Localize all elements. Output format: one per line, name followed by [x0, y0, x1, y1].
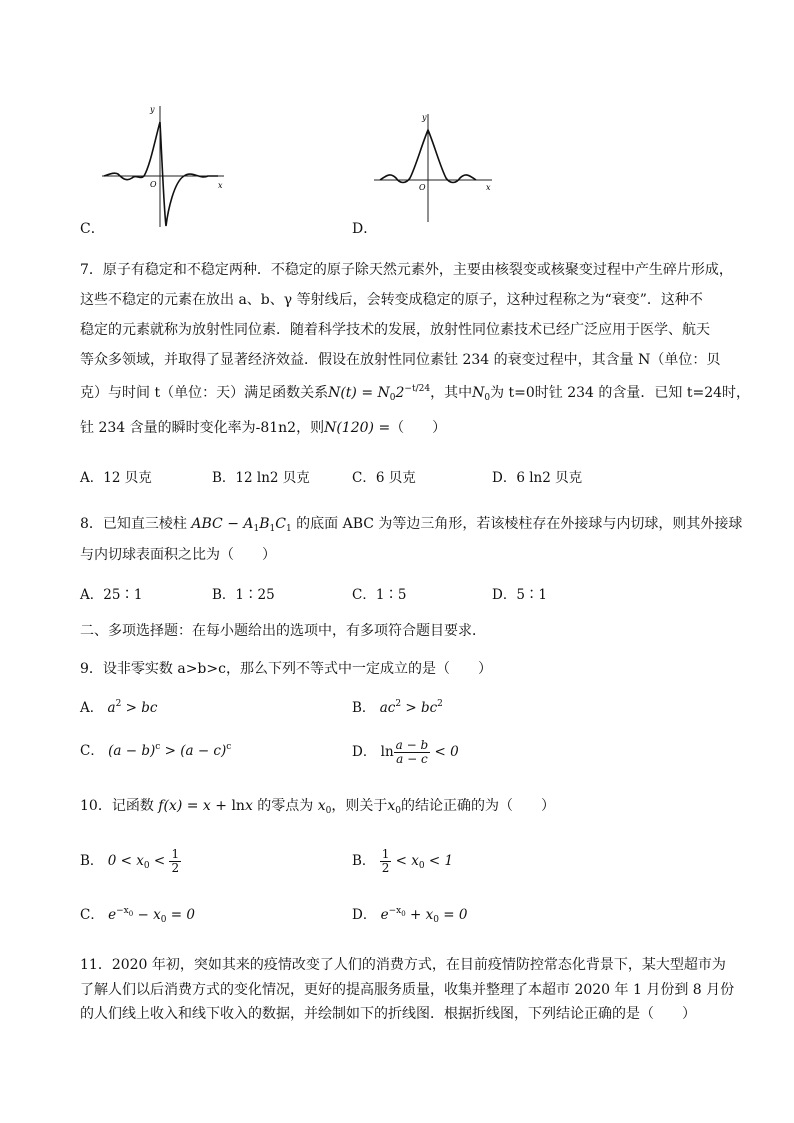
- q10-label-a: B．: [80, 853, 104, 869]
- q7-option-a[interactable]: A．12 贝克: [80, 470, 152, 486]
- q9-label-c: C．: [80, 743, 104, 759]
- q10-stem-c: ，则关于: [331, 798, 388, 814]
- figure-c: [100, 100, 230, 230]
- q10-stem-d: 的结论正确的为（ ）: [401, 798, 556, 814]
- q10-option-a[interactable]: [80, 845, 181, 877]
- q11-line3: 的人们线上收入和线下收入的数据，并绘制如下的折线图．根据折线图，下列结论正确的是（ ）: [80, 1006, 696, 1022]
- option-d-label: D．: [352, 221, 378, 237]
- q10-option-d[interactable]: [352, 905, 467, 930]
- q9-option-d[interactable]: [352, 736, 459, 768]
- graph-d: [370, 110, 500, 230]
- q7-option-c[interactable]: C．6 贝克: [352, 470, 416, 486]
- axis-x-label-d: x: [486, 183, 491, 192]
- axis-y-label-d: y: [422, 113, 427, 122]
- q8-option-a[interactable]: A．25∶1: [80, 587, 143, 603]
- q10-stem: [80, 796, 720, 818]
- q8-line2: 与内切球表面积之比为（ ）: [80, 547, 276, 563]
- q9-expr-a: $a^2$ > bc: [103, 699, 158, 716]
- graph-c: [100, 100, 230, 230]
- q10-x0-1: $x_0$: [313, 798, 332, 816]
- q8-line1-a: 8．已知直三棱柱: [80, 516, 187, 532]
- prism-name: ABC − $A_1B_1C_1$: [186, 516, 292, 534]
- q10-stem-a: 10．记函数: [80, 798, 154, 814]
- q9-expr-d: ln $\frac{a - b}{a - c}$ < 0: [380, 738, 459, 766]
- n0-symbol: $N_0$: [472, 385, 491, 403]
- q10-stem-b: 的零点为: [257, 798, 314, 814]
- q8-option-c[interactable]: C．1∶5: [352, 587, 407, 603]
- q10-function: f(x) = x + lnx: [153, 798, 258, 814]
- q10-option-b[interactable]: [352, 845, 453, 877]
- q11-line1: 11．2020 年初，突如其来的疫情改变了人们的消费方式，在目前疫情防控常态化背景下，某大型超市为: [80, 957, 726, 973]
- q7-line5-a: 克）与时间 t（单位：天）满足函数关系: [80, 385, 329, 401]
- q11-line2: 了解人们以后消费方式的变化情况，更好的提高服务质量，收集并整理了本超市 2020 年 1 月份到 8 月份: [80, 982, 735, 998]
- section-2-heading: 二、多项选择题：在每小题给出的选项中，有多项符合题目要求．: [80, 623, 486, 639]
- decay-formula: $N(t) = N_02^{-t/24}$: [328, 384, 431, 403]
- origin-label-d: O: [419, 183, 426, 192]
- q7-line6-a: 钍 234 含量的瞬时变化率为-81n2，则: [80, 420, 325, 436]
- q9-expr-c: $(a - b)^c > (a - c)^c$: [103, 742, 232, 759]
- origin-label-c: O: [150, 180, 157, 189]
- q7-line4: 等众多领域，并取得了显著经济效益．假设在放射性同位素钍 234 的衰变过程中，其含量 N（单位：贝: [80, 352, 721, 368]
- q8-line1-b: 的底面 ABC 为等边三角形，若该棱柱存在外接球与内切球，则其外接球: [296, 516, 743, 532]
- q9-label-b: B．: [352, 700, 376, 716]
- q10-x0-2: $x_0$: [387, 798, 402, 816]
- q10-expr-a: $0 < x_0$ < $\frac{1}{2}$: [103, 847, 180, 875]
- q7-line3: 稳定的元素就称为放射性同位素．随着科学技术的发展，放射性同位素技术已经广泛应用于医学、航天: [80, 322, 710, 338]
- q10-expr-b: $\frac{1}{2}$ < $x_0 < 1$: [381, 847, 454, 875]
- q10-expr-d: $e^{-x_0} + x_0 = 0$: [376, 906, 468, 925]
- q7-line6: [80, 418, 720, 438]
- q10-label-b: B．: [352, 853, 376, 869]
- q9-option-b[interactable]: [352, 698, 443, 720]
- axis-x-label-c: x: [218, 181, 223, 190]
- q7-line1: 7．原子有稳定和不稳定两种．不稳定的原子除天然元素外，主要由核裂变或核聚变过程中产生碎片形成，: [80, 262, 733, 278]
- n120-expr: N(120) =: [324, 420, 391, 436]
- q9-stem: 9．设非零实数 a>b>c，那么下列不等式中一定成立的是（ ）: [80, 661, 492, 677]
- q8-option-b[interactable]: B．1∶25: [212, 587, 275, 603]
- q9-expr-b: $ac^2 > bc^2$: [375, 699, 443, 716]
- q8-line1: [80, 514, 743, 536]
- figure-d: [370, 110, 500, 230]
- q10-label-d: D．: [352, 907, 377, 923]
- q8-option-d[interactable]: D．5∶1: [492, 587, 548, 603]
- q10-option-c[interactable]: [80, 905, 195, 930]
- q9-option-a[interactable]: [80, 698, 157, 720]
- q9-label-d: D．: [352, 744, 377, 760]
- q10-expr-c: $e^{-x_0} - x_0 = 0$: [103, 906, 195, 925]
- q9-option-c[interactable]: [80, 741, 231, 763]
- q7-line5-c: 为 t=0时钍 234 的含量．已知 t=24时，: [490, 385, 751, 401]
- q7-option-d[interactable]: D．6 ln2 贝克: [492, 470, 583, 486]
- q9-label-a: A．: [80, 700, 104, 716]
- q7-line6-b: （ ）: [390, 420, 447, 436]
- q7-line5-b: ，其中: [430, 385, 473, 401]
- q10-label-c: C．: [80, 907, 104, 923]
- axis-y-label-c: y: [150, 105, 155, 114]
- q7-line5: [80, 383, 751, 405]
- option-c-label: C．: [80, 221, 105, 237]
- q7-line2: 这些不稳定的元素在放出 a、b、γ 等射线后，会转变成稳定的原子，这种过程称之为“衰变”．这种不: [80, 292, 703, 308]
- q7-option-b[interactable]: B．12 ln2 贝克: [212, 470, 310, 486]
